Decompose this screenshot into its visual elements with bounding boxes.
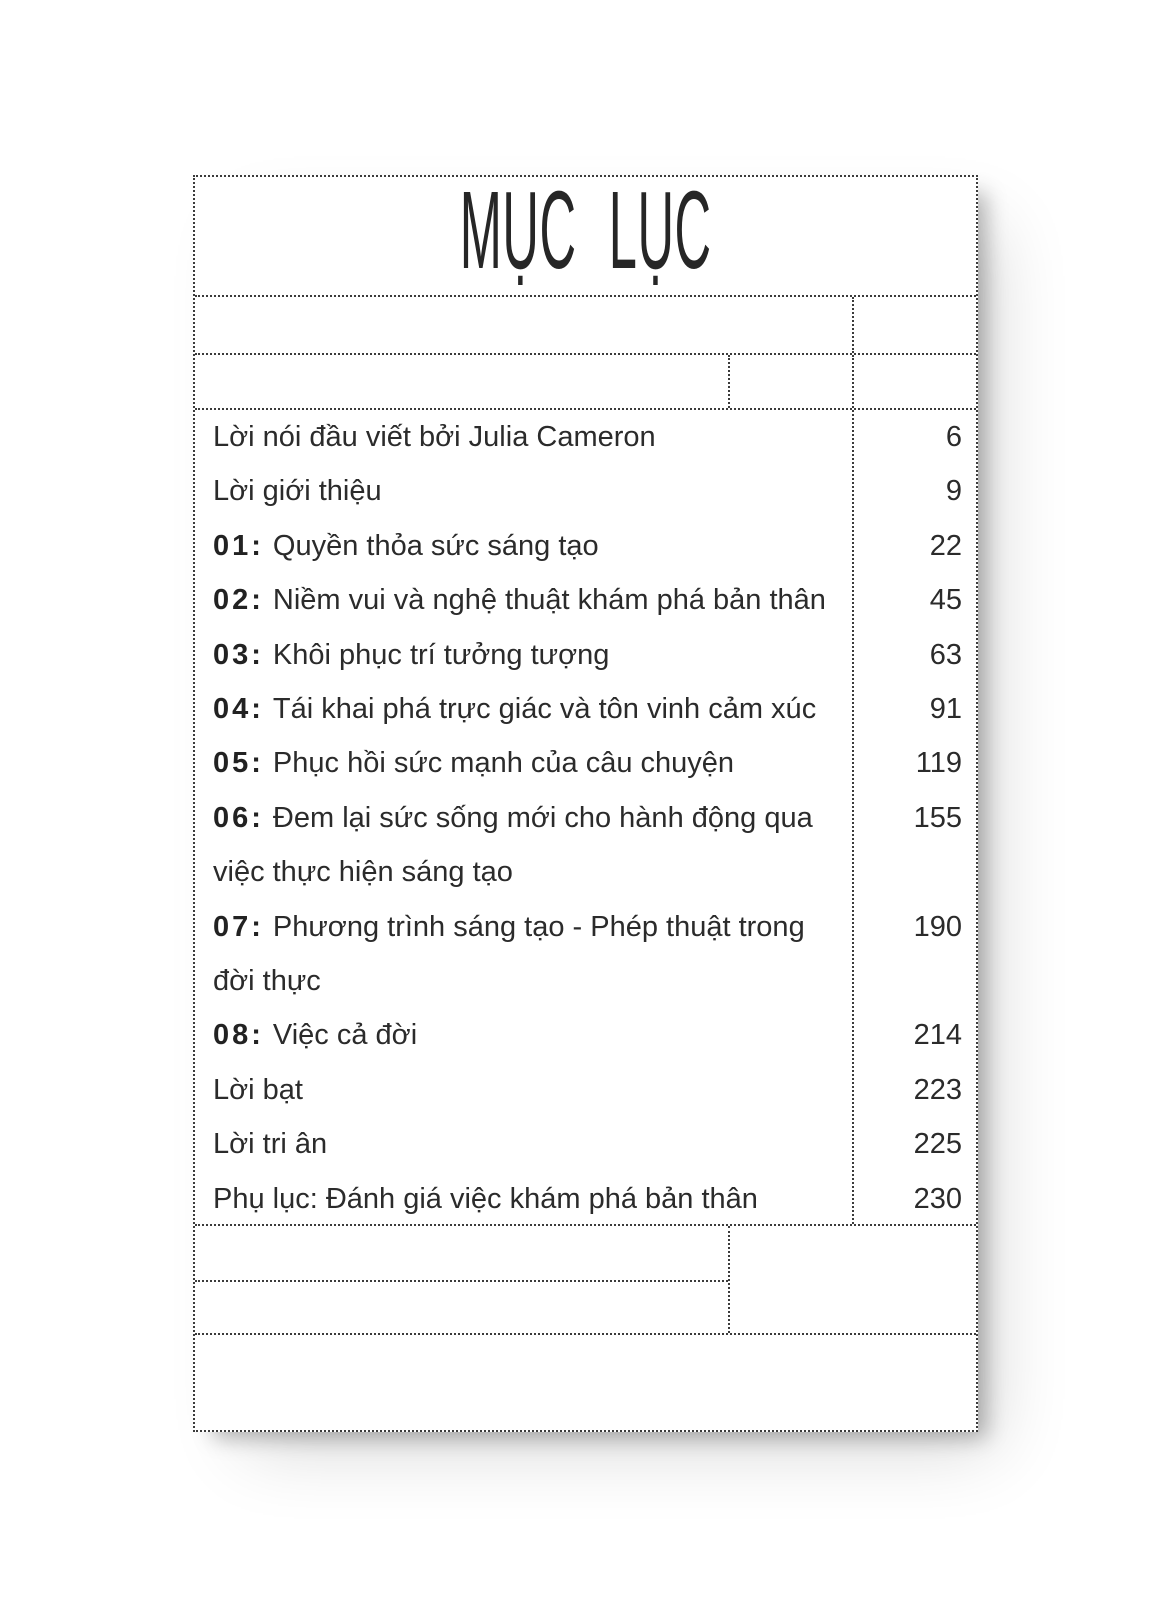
entry-title-text: Lời tri ân	[213, 1128, 328, 1161]
toc-entry	[195, 1172, 976, 1226]
entry-title	[195, 1172, 854, 1226]
empty-cell	[195, 297, 854, 353]
entry-title	[195, 1008, 854, 1062]
toc-entry	[195, 1063, 976, 1117]
entry-title	[195, 410, 854, 464]
empty-cell	[730, 1226, 976, 1333]
toc-entry	[195, 1008, 976, 1062]
toc-page	[193, 169, 978, 1432]
entries-list	[195, 408, 976, 1224]
entry-title-text: Phụ lục: Đánh giá việc khám phá bản thân	[213, 1182, 758, 1215]
toc-entry	[195, 736, 976, 790]
toc-entry	[195, 519, 976, 573]
entry-page-number: 45	[929, 584, 962, 617]
entry-chapter-number: 08:	[213, 1019, 264, 1052]
entry-title	[195, 573, 854, 627]
entry-chapter-number: 04:	[213, 693, 264, 726]
page-number-column-divider	[852, 410, 854, 1224]
entry-title-text: Lời nói đầu viết bởi Julia Cameron	[213, 421, 656, 453]
entry-page-number: 22	[929, 529, 962, 562]
empty-grid-row-1	[195, 295, 976, 353]
entry-chapter-number: 01:	[213, 529, 264, 562]
toc-entry	[195, 791, 976, 900]
toc-title: MỤC LỤC	[459, 169, 712, 292]
entry-title	[195, 519, 854, 573]
toc-entry	[195, 628, 976, 682]
entry-title-text-line2: việc thực hiện sáng tạo	[213, 856, 513, 889]
entry-title	[195, 682, 854, 736]
toc-entry	[195, 573, 976, 627]
toc-entry	[195, 682, 976, 736]
entry-page-number: 230	[913, 1182, 962, 1215]
entry-title-text: Tái khai phá trực giác và tôn vinh cảm xúc	[272, 693, 817, 726]
entry-title-text: Việc cả đời	[272, 1019, 418, 1052]
entry-title	[195, 736, 854, 790]
entry-title-text: Lời giới thiệu	[213, 475, 382, 508]
empty-cell	[195, 355, 730, 408]
entry-chapter-number: 07:	[213, 910, 264, 943]
entry-chapter-number: 03:	[213, 638, 264, 671]
toc-entry	[195, 900, 976, 1009]
entry-title	[195, 1063, 854, 1117]
entry-chapter-number: 02:	[213, 584, 264, 617]
empty-cell	[195, 1282, 728, 1333]
entry-title	[195, 464, 854, 518]
entry-title-text: Niềm vui và nghệ thuật khám phá bản thân	[272, 584, 826, 617]
empty-cell	[854, 355, 976, 408]
entry-title	[195, 791, 854, 900]
entry-page-number: 190	[913, 910, 962, 943]
toc-entry	[195, 410, 976, 464]
entry-title-text: Phục hồi sức mạnh của câu chuyện	[272, 747, 735, 780]
empty-cell	[730, 355, 854, 408]
entry-title	[195, 1117, 854, 1171]
entry-page-number: 9	[945, 475, 962, 508]
entry-chapter-number: 06:	[213, 801, 264, 834]
toc-entry	[195, 1117, 976, 1171]
entry-page-number: 214	[913, 1019, 962, 1052]
empty-cell-group	[195, 1226, 730, 1333]
entry-title-text: Phương trình sáng tạo - Phép thuật trong	[272, 910, 805, 943]
entry-page-number: 91	[929, 693, 962, 726]
entry-page-number: 225	[913, 1128, 962, 1161]
entry-title	[195, 900, 854, 1009]
entry-title-text-line2: đời thực	[213, 965, 321, 998]
entry-title-text: Khôi phục trí tưởng tượng	[272, 638, 610, 671]
entry-title-text: Lời bạt	[213, 1073, 303, 1106]
entry-chapter-number: 05:	[213, 747, 264, 780]
empty-grid-row-3	[195, 1224, 976, 1333]
entry-page-number: 63	[929, 638, 962, 671]
entry-page-number: 6	[945, 421, 962, 453]
empty-cell	[854, 297, 976, 353]
entry-title-text: Quyền thỏa sức sáng tạo	[272, 529, 599, 562]
empty-grid-row-2	[195, 353, 976, 408]
entry-title	[195, 628, 854, 682]
entry-page-number: 119	[915, 747, 962, 780]
empty-grid-row-4	[195, 1333, 976, 1430]
entry-page-number: 155	[913, 801, 962, 834]
empty-cell	[195, 1226, 728, 1282]
toc-entry	[195, 464, 976, 518]
entry-page-number: 223	[913, 1073, 962, 1106]
toc-title-row	[195, 169, 976, 295]
entry-title-text: Đem lại sức sống mới cho hành động qua	[272, 801, 813, 834]
